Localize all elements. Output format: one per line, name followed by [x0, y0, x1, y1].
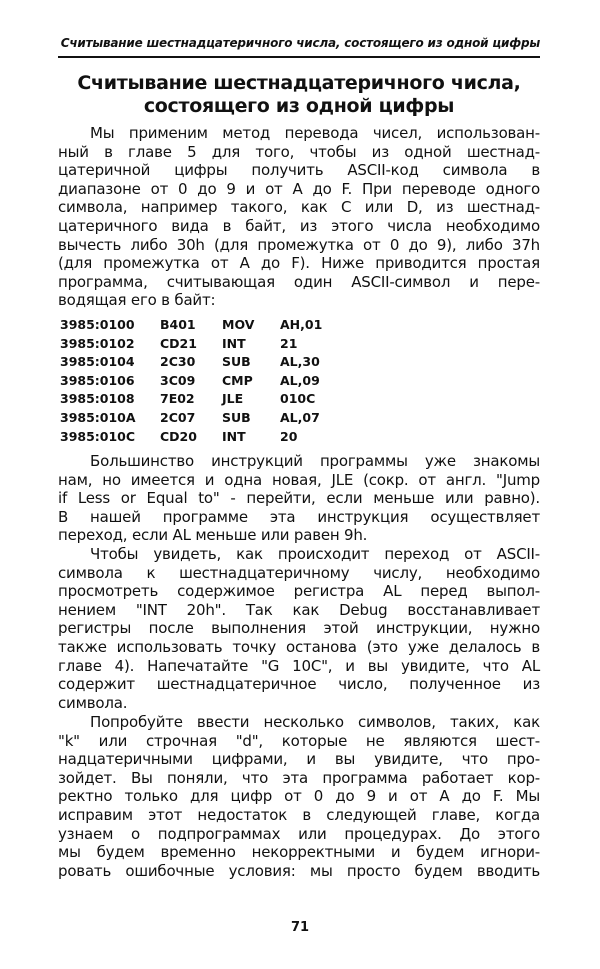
text-line: исправим этот недостаток в следующей главе, когда: [58, 805, 540, 824]
header-rule: [58, 56, 540, 58]
code-operand: 010C: [280, 391, 316, 407]
text-line: цатеричного вида в байт, из этого числа необходимо: [58, 216, 540, 235]
paragraph-jle: [58, 452, 540, 545]
code-row: [60, 353, 340, 372]
text-line: ровать ошибочные условия: мы просто будем вводить: [58, 861, 540, 880]
code-mnemonic: JLE: [222, 391, 244, 407]
code-row: [60, 390, 340, 409]
code-mnemonic: SUB: [222, 409, 251, 425]
code-address: 3985:010C: [60, 428, 136, 444]
text-line: цатеричной цифры получить ASCII-код символа в: [58, 161, 540, 180]
text-line: также использовать точку останова (это уже делалось в: [58, 637, 540, 656]
code-address: 3985:0104: [60, 354, 135, 370]
text-line: нением "INT 20h". Так как Debug восстанавливает: [58, 600, 540, 619]
text-line: "k" или строчная "d", которые не являются шест-: [58, 731, 540, 750]
section-title-line-2: состоящего из одной цифры: [143, 95, 455, 117]
running-header: Считывание шестнадцатеричного числа, состоящего из одной цифры: [60, 36, 540, 50]
text-line: водящая его в байт:: [58, 291, 216, 310]
code-bytes: 2C07: [160, 409, 196, 425]
text-line: вычесть либо 30h (для промежутка от 0 до 9), либо 37h: [58, 235, 540, 254]
code-mnemonic: INT: [222, 335, 246, 351]
code-operand: AH,01: [280, 317, 323, 332]
code-row: [60, 372, 340, 391]
code-row: [60, 409, 340, 428]
text-line: регистры после выполнения этой инструкции, нужно: [58, 619, 540, 638]
paragraph-try-symbols: [58, 713, 540, 880]
text-line: нам, но имеется и одна новая, JLE (сокр. от англ. "Jump: [58, 470, 540, 489]
text-line: символа.: [58, 693, 128, 712]
code-mnemonic: INT: [222, 428, 246, 444]
code-operand: 20: [280, 428, 298, 444]
paragraph-intro: [58, 124, 540, 310]
text-line: Большинство инструкций программы уже знакомы: [90, 452, 540, 470]
paragraph-breakpoint: [58, 545, 540, 712]
text-line: символа, например такого, как C или D, из шестнад-: [58, 198, 540, 217]
code-bytes: 3C09: [160, 372, 196, 388]
code-bytes: 2C30: [160, 354, 196, 370]
text-line: В нашей программе эта инструкция осуществляет: [58, 507, 540, 526]
text-line: (для промежутка от A до F). Ниже приводится простая: [58, 254, 540, 273]
text-line: мы будем временно некорректными и будем игнори-: [58, 843, 540, 862]
code-operand: AL,07: [280, 409, 320, 425]
code-row: [60, 335, 340, 354]
text-line: программа, считывающая один ASCII-символ и пере-: [58, 272, 540, 291]
code-address: 3985:0102: [60, 335, 135, 351]
code-address: 3985:0106: [60, 372, 135, 388]
code-bytes: CD20: [160, 428, 197, 444]
text-line: переход, если AL меньше или равен 9h.: [58, 526, 368, 545]
section-title: [58, 72, 540, 118]
code-mnemonic: MOV: [222, 317, 255, 332]
code-operand: AL,30: [280, 354, 320, 370]
code-address: 3985:010A: [60, 409, 136, 425]
code-row: [60, 428, 340, 447]
page-number: 71: [290, 920, 310, 935]
text-line: содержит шестнадцатеричное число, полученное из: [58, 675, 540, 694]
text-line: Попробуйте ввести несколько символов, таких, как: [90, 713, 540, 731]
code-row: [60, 316, 340, 335]
code-mnemonic: SUB: [222, 354, 251, 370]
text-line: диапазоне от 0 до 9 и от A до F. При переводе одного: [58, 179, 540, 198]
code-address: 3985:0100: [60, 317, 135, 332]
code-operand: AL,09: [280, 372, 320, 388]
text-line: надцатеричными цифрами, и вы увидите, что про-: [58, 750, 540, 769]
text-line: просмотреть содержимое регистра AL перед выпол-: [58, 582, 540, 601]
text-line: Чтобы увидеть, как происходит переход от ASCII-: [90, 545, 540, 563]
text-line: ный в главе 5 для того, чтобы из одной шестнад-: [58, 142, 540, 161]
code-address: 3985:0108: [60, 391, 135, 407]
section-title-line-1: Считывание шестнадцатеричного числа,: [77, 72, 521, 94]
code-bytes: CD21: [160, 335, 197, 351]
text-line: if Less or Equal to" - перейти, если меньше или равно).: [58, 489, 540, 508]
text-line: зойдет. Вы поняли, что эта программа работает кор-: [58, 768, 540, 787]
code-mnemonic: CMP: [222, 372, 253, 388]
text-line: ректно только для цифр от 0 до 9 и от A до F. Мы: [58, 787, 540, 806]
code-bytes: 7E02: [160, 391, 195, 407]
text-line: узнаем о подпрограммах или процедурах. До этого: [58, 824, 540, 843]
text-line: символа к шестнадцатеричному числу, необходимо: [58, 563, 540, 582]
text-line: Мы применим метод перевода чисел, использован-: [90, 124, 540, 142]
code-bytes: B401: [160, 317, 196, 332]
text-line: главе 4). Напечатайте "G 10C", и вы увидите, что AL: [58, 656, 540, 675]
code-listing: [60, 316, 340, 446]
code-operand: 21: [280, 335, 298, 351]
